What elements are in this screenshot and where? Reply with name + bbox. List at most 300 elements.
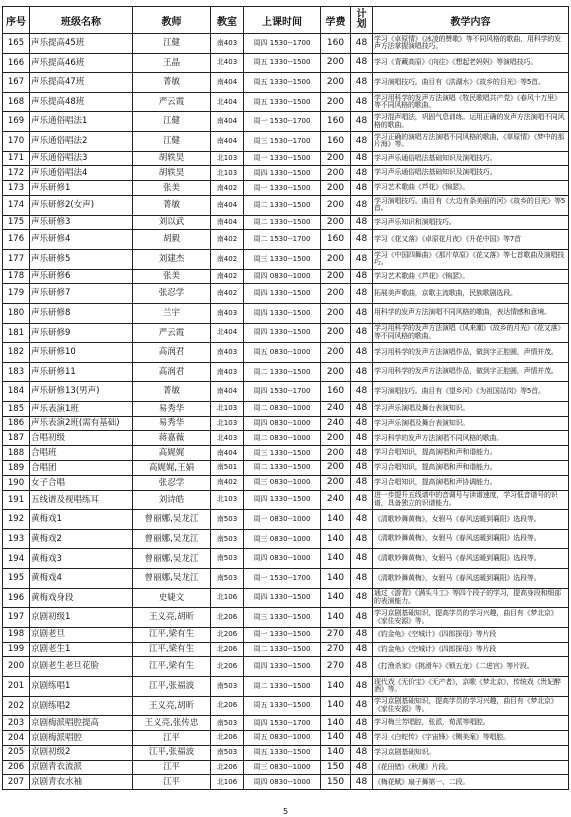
- cell-fee: 160: [321, 112, 351, 132]
- cell-room: 北103: [211, 401, 244, 416]
- cell-content: 学习用科学的发声方法演唱作品，做到字正腔圆，声情并茂。: [373, 362, 569, 382]
- header-plan: 计划: [351, 7, 373, 34]
- cell-time: 周四 1530--1700: [244, 34, 321, 54]
- cell-time: 周三 0830--1000: [244, 529, 321, 549]
- cell-room: 南402: [211, 475, 244, 490]
- header-time: 上课时间: [244, 7, 321, 34]
- cell-content: 学习《中国四舞曲》《那片草原》《花又落》等七首歌曲及演唱技巧。: [373, 249, 569, 269]
- cell-room: 北206: [211, 608, 244, 628]
- cell-class-name: 声乐提高46班: [30, 53, 133, 73]
- cell-fee: 140: [321, 608, 351, 628]
- cell-room: 北404: [211, 92, 244, 112]
- cell-room: 南403: [211, 303, 244, 323]
- cell-fee: 140: [321, 677, 351, 697]
- cell-time: 周五 1330--1500: [244, 92, 321, 112]
- cell-plan: 48: [351, 696, 373, 716]
- cell-class-name: 京剧梅派唱腔提高: [30, 716, 133, 731]
- cell-content: 学习《花又落》《卓原花月夜》《升花中国》等7首: [373, 230, 569, 250]
- cell-plan: 48: [351, 92, 373, 112]
- cell-room: 南503: [211, 745, 244, 760]
- table-row: [3, 131, 569, 151]
- cell-teacher: 高娓娓: [133, 446, 211, 461]
- table-row: [3, 151, 569, 166]
- cell-plan: 48: [351, 269, 373, 284]
- cell-plan: 48: [351, 627, 373, 642]
- cell-time: 周二 0830--1000: [244, 431, 321, 446]
- cell-content: 拓展美声歌曲，京歌主流歌曲，民族歌剧选段。: [373, 284, 569, 304]
- cell-room: 南503: [211, 716, 244, 731]
- cell-room: 南402: [211, 181, 244, 196]
- cell-teacher: 易秀华: [133, 416, 211, 431]
- cell-room: 北404: [211, 323, 244, 343]
- cell-teacher: 江平,梁有生: [133, 642, 211, 657]
- cell-no: 179: [3, 284, 30, 304]
- cell-plan: 48: [351, 151, 373, 166]
- cell-fee: 140: [321, 716, 351, 731]
- header-class-name: 班级名称: [30, 7, 133, 34]
- table-row: [3, 166, 569, 181]
- cell-teacher: 江平,张福波: [133, 677, 211, 697]
- table-row: [3, 642, 569, 657]
- table-body: [3, 34, 569, 790]
- table-row: [3, 475, 569, 490]
- cell-room: 南404: [211, 382, 244, 402]
- cell-teacher: 史婕文: [133, 588, 211, 608]
- cell-room: 北103: [211, 416, 244, 431]
- table-row: [3, 34, 569, 54]
- cell-content: 学习声乐知识和演唱技巧。: [373, 215, 569, 230]
- cell-content: 学习艺术歌曲《芦花》《锦瑟》。: [373, 181, 569, 196]
- table-row: [3, 588, 569, 608]
- cell-plan: 48: [351, 181, 373, 196]
- cell-class-name: 合唱团: [30, 461, 133, 476]
- cell-room: 南403: [211, 34, 244, 54]
- cell-no: 191: [3, 490, 30, 510]
- cell-fee: 200: [321, 431, 351, 446]
- cell-fee: 140: [321, 731, 351, 746]
- cell-time: 周五 1330--1500: [244, 745, 321, 760]
- cell-room: 北106: [211, 775, 244, 790]
- cell-room: 南404: [211, 195, 244, 215]
- cell-plan: 48: [351, 131, 373, 151]
- course-table: [2, 6, 569, 790]
- cell-content: 学习演唱技巧。曲目有《大边有条美丽的河》《故乡的目光》等5首。: [373, 195, 569, 215]
- cell-class-name: 合唱初级: [30, 431, 133, 446]
- cell-fee: 200: [321, 215, 351, 230]
- cell-plan: 48: [351, 166, 373, 181]
- cell-fee: 200: [321, 195, 351, 215]
- cell-no: 174: [3, 195, 30, 215]
- cell-class-name: 声乐提高45班: [30, 34, 133, 54]
- table-row: [3, 362, 569, 382]
- cell-plan: 48: [351, 745, 373, 760]
- cell-room: 南402: [211, 230, 244, 250]
- cell-class-name: 京剧青衣流派: [30, 760, 133, 775]
- cell-teacher: 曾丽娜,吴龙江: [133, 510, 211, 530]
- cell-fee: 160: [321, 131, 351, 151]
- cell-plan: 48: [351, 588, 373, 608]
- table-row: [3, 529, 569, 549]
- cell-time: 周四 0830--1000: [244, 269, 321, 284]
- cell-class-name: 声乐通俗唱法1: [30, 112, 133, 132]
- table-row: [3, 657, 569, 677]
- table-row: [3, 461, 569, 476]
- cell-content: 学习合唱知识，提高演唱和声协调能力。: [373, 475, 569, 490]
- cell-fee: 140: [321, 510, 351, 530]
- cell-fee: 140: [321, 569, 351, 589]
- cell-class-name: 京剧老旦: [30, 627, 133, 642]
- cell-class-name: 声乐研修3: [30, 215, 133, 230]
- table-row: [3, 731, 569, 746]
- table-row: [3, 284, 569, 304]
- table-row: [3, 73, 569, 93]
- cell-teacher: 曾丽娜,吴龙江: [133, 549, 211, 569]
- cell-fee: 200: [321, 92, 351, 112]
- cell-no: 190: [3, 475, 30, 490]
- table-row: [3, 569, 569, 589]
- cell-no: 194: [3, 549, 30, 569]
- cell-class-name: 声乐提高48班: [30, 92, 133, 112]
- cell-time: 周二 1330--1500: [244, 215, 321, 230]
- table-row: [3, 745, 569, 760]
- cell-time: 周四 1330--1500: [244, 323, 321, 343]
- cell-class-name: 京剧梅派唱腔: [30, 731, 133, 746]
- cell-no: 166: [3, 53, 30, 73]
- cell-plan: 48: [351, 461, 373, 476]
- cell-content: 学习合唱知识，提高演唱和声和谐能力。: [373, 446, 569, 461]
- cell-no: 186: [3, 416, 30, 431]
- cell-plan: 48: [351, 249, 373, 269]
- cell-room: 北103: [211, 151, 244, 166]
- cell-time: 周四 0830--1000: [244, 549, 321, 569]
- cell-teacher: 胡轶昊: [133, 151, 211, 166]
- cell-content: 学习声乐演唱及舞台表演知识。: [373, 416, 569, 431]
- cell-no: 182: [3, 343, 30, 363]
- cell-room: 南404: [211, 215, 244, 230]
- cell-no: 181: [3, 323, 30, 343]
- cell-room: 南404: [211, 112, 244, 132]
- table-row: [3, 303, 569, 323]
- cell-teacher: 高娓娓,王娟: [133, 461, 211, 476]
- cell-fee: 270: [321, 642, 351, 657]
- table-row: [3, 677, 569, 697]
- cell-time: 周五 1330--1500: [244, 53, 321, 73]
- cell-teacher: 张美: [133, 269, 211, 284]
- cell-plan: 48: [351, 73, 373, 93]
- table-row: [3, 343, 569, 363]
- cell-content: 学习艺术歌曲《芦花》《锦瑟》。: [373, 269, 569, 284]
- cell-fee: 200: [321, 343, 351, 363]
- course-table-container: [2, 6, 568, 790]
- cell-time: 周二 1530--1700: [244, 230, 321, 250]
- table-row: [3, 608, 569, 628]
- cell-content: 《梅花赋》扇子舞第一、二段。: [373, 775, 569, 790]
- cell-teacher: 张忍学: [133, 475, 211, 490]
- cell-fee: 200: [321, 303, 351, 323]
- cell-time: 周一 1530--1700: [244, 112, 321, 132]
- cell-teacher: 江平,梁有生: [133, 627, 211, 642]
- cell-class-name: 黄梅戏1: [30, 510, 133, 530]
- cell-room: 北206: [211, 627, 244, 642]
- table-row: [3, 249, 569, 269]
- cell-fee: 200: [321, 73, 351, 93]
- cell-no: 184: [3, 382, 30, 402]
- cell-room: 南402: [211, 249, 244, 269]
- table-row: [3, 431, 569, 446]
- cell-content: 学习京剧基础知识。: [373, 745, 569, 760]
- table-row: [3, 92, 569, 112]
- cell-no: 169: [3, 112, 30, 132]
- cell-room: 北206: [211, 731, 244, 746]
- cell-teacher: 菁敏: [133, 73, 211, 93]
- cell-class-name: 声乐通俗唱法3: [30, 151, 133, 166]
- cell-plan: 48: [351, 446, 373, 461]
- cell-no: 168: [3, 92, 30, 112]
- cell-plan: 48: [351, 303, 373, 323]
- cell-teacher: 曾丽娜,吴龙江: [133, 529, 211, 549]
- cell-no: 198: [3, 627, 30, 642]
- cell-room: 南404: [211, 73, 244, 93]
- cell-no: 172: [3, 166, 30, 181]
- cell-class-name: 黄梅戏2: [30, 529, 133, 549]
- cell-class-name: 京剧初级2: [30, 745, 133, 760]
- cell-room: 北403: [211, 53, 244, 73]
- cell-fee: 140: [321, 745, 351, 760]
- cell-content: 进一步提升五线谱中的音调号与读谱速度，学习低音谱号的识谱，具备独立的识谱能力。: [373, 490, 569, 510]
- cell-no: 176: [3, 230, 30, 250]
- cell-plan: 48: [351, 112, 373, 132]
- cell-time: 周四 1330--1500: [244, 588, 321, 608]
- cell-content: 《打渔杀家》《挑滑车》《锁五龙》《二进宫》等片段。: [373, 657, 569, 677]
- cell-class-name: 声乐研修7: [30, 284, 133, 304]
- cell-no: 180: [3, 303, 30, 323]
- cell-fee: 240: [321, 401, 351, 416]
- cell-content: 学习演唱技巧。曲目有《洪湖水》《故乡的目光》等5首。: [373, 73, 569, 93]
- cell-plan: 48: [351, 230, 373, 250]
- cell-teacher: 易秀华: [133, 401, 211, 416]
- cell-class-name: 京剧练唱2: [30, 696, 133, 716]
- cell-teacher: 刘诗皓: [133, 490, 211, 510]
- cell-plan: 48: [351, 53, 373, 73]
- cell-no: 203: [3, 716, 30, 731]
- cell-content: 用科学的发声方法演唱不同风格的歌曲，表达情感和意境。: [373, 303, 569, 323]
- cell-time: 周五 0830--1000: [244, 731, 321, 746]
- cell-fee: 200: [321, 166, 351, 181]
- cell-fee: 200: [321, 461, 351, 476]
- cell-fee: 200: [321, 181, 351, 196]
- cell-plan: 48: [351, 608, 373, 628]
- cell-plan: 48: [351, 34, 373, 54]
- cell-no: 187: [3, 431, 30, 446]
- cell-no: 193: [3, 529, 30, 549]
- table-row: [3, 269, 569, 284]
- cell-content: 学习梅兰芳唱腔，张派，荀派等唱腔。: [373, 716, 569, 731]
- cell-plan: 48: [351, 195, 373, 215]
- cell-content: 《清歌妙舞黄梅》，女驸马《春风送暖到襄阳》选段等。: [373, 569, 569, 589]
- cell-time: 周五 0830--1000: [244, 343, 321, 363]
- cell-fee: 200: [321, 269, 351, 284]
- cell-no: 173: [3, 181, 30, 196]
- cell-no: 170: [3, 131, 30, 151]
- cell-teacher: 江平,张福波: [133, 745, 211, 760]
- cell-time: 周四 1530--1700: [244, 716, 321, 731]
- cell-time: 周四 0830--1000: [244, 416, 321, 431]
- cell-plan: 48: [351, 731, 373, 746]
- cell-time: 周四 1530--1700: [244, 382, 321, 402]
- cell-content: 学习《卓原情》《冰凌的赞歌》等不同风格的歌曲，用科学的发声方法掌握演唱技巧。: [373, 34, 569, 54]
- cell-teacher: 张美: [133, 181, 211, 196]
- table-row: [3, 112, 569, 132]
- cell-content: 通过《游青》《满头斗工》等四个段子的学习，提高身段和细部的表演能力。: [373, 588, 569, 608]
- table-row: [3, 323, 569, 343]
- cell-class-name: 女子合唱: [30, 475, 133, 490]
- cell-class-name: 京剧初级1: [30, 608, 133, 628]
- cell-plan: 48: [351, 549, 373, 569]
- cell-teacher: 王义亮,胡昕: [133, 608, 211, 628]
- cell-plan: 48: [351, 475, 373, 490]
- table-row: [3, 716, 569, 731]
- table-row: [3, 416, 569, 431]
- cell-room: 南503: [211, 677, 244, 697]
- cell-no: 201: [3, 677, 30, 697]
- cell-room: 北206: [211, 760, 244, 775]
- cell-time: 周二 1330--1500: [244, 461, 321, 476]
- cell-class-name: 京剧练唱1: [30, 677, 133, 697]
- cell-fee: 240: [321, 416, 351, 431]
- cell-fee: 140: [321, 588, 351, 608]
- cell-class-name: 声乐研修11: [30, 362, 133, 382]
- cell-content: 《花田错》《秋瑾》片段。: [373, 760, 569, 775]
- cell-room: 南403: [211, 362, 244, 382]
- cell-fee: 200: [321, 53, 351, 73]
- table-row: [3, 696, 569, 716]
- cell-teacher: 江健: [133, 131, 211, 151]
- cell-class-name: 声乐研修8: [30, 303, 133, 323]
- table-row: [3, 195, 569, 215]
- cell-content: 《清歌妙舞黄梅》，女驸马《春风送暖到襄阳》选段等。: [373, 529, 569, 549]
- table-row: [3, 382, 569, 402]
- cell-no: 189: [3, 461, 30, 476]
- cell-fee: 160: [321, 382, 351, 402]
- table-row: [3, 490, 569, 510]
- cell-class-name: 京剧老生老旦花脸: [30, 657, 133, 677]
- cell-content: 学习声乐通俗唱法基础知识及演唱技巧。: [373, 151, 569, 166]
- cell-content: 学习京剧基础知识，提高学员的学习兴趣，曲目有《梦北京》《家住安源》等。: [373, 696, 569, 716]
- cell-time: 周四 1330--1500: [244, 657, 321, 677]
- cell-time: 周三 0830--1000: [244, 475, 321, 490]
- cell-class-name: 声乐研修9: [30, 323, 133, 343]
- cell-fee: 160: [321, 230, 351, 250]
- cell-room: 北103: [211, 490, 244, 510]
- cell-fee: 200: [321, 249, 351, 269]
- cell-class-name: 京剧青衣水袖: [30, 775, 133, 790]
- cell-plan: 48: [351, 657, 373, 677]
- table-row: [3, 53, 569, 73]
- cell-teacher: 蒋嘉薇: [133, 431, 211, 446]
- cell-room: 北206: [211, 696, 244, 716]
- cell-class-name: 声乐通俗唱法2: [30, 131, 133, 151]
- cell-teacher: 菁敏: [133, 382, 211, 402]
- cell-plan: 48: [351, 677, 373, 697]
- cell-time: 周二 1330--1500: [244, 677, 321, 697]
- cell-class-name: 声乐研修4: [30, 230, 133, 250]
- cell-plan: 48: [351, 716, 373, 731]
- cell-teacher: 王晶: [133, 53, 211, 73]
- cell-class-name: 声乐通俗唱法4: [30, 166, 133, 181]
- cell-fee: 160: [321, 34, 351, 54]
- table-row: [3, 510, 569, 530]
- cell-time: 周五 1330--1500: [244, 73, 321, 93]
- cell-content: 学习演唱技巧。曲目有《望乡河》《为祖国站岗》等5首。: [373, 382, 569, 402]
- cell-content: 学习合唱知识，提高演唱和声和谐能力。: [373, 461, 569, 476]
- cell-no: 206: [3, 760, 30, 775]
- cell-content: 《钓金龟》《空城计》《四郎探母》等片段: [373, 642, 569, 657]
- cell-teacher: 王义亮,张传忠: [133, 716, 211, 731]
- cell-plan: 48: [351, 642, 373, 657]
- table-row: [3, 215, 569, 230]
- cell-fee: 150: [321, 760, 351, 775]
- cell-no: 171: [3, 151, 30, 166]
- cell-fee: 200: [321, 323, 351, 343]
- cell-no: 207: [3, 775, 30, 790]
- cell-teacher: 胡轶昊: [133, 166, 211, 181]
- header-no: 序号: [3, 7, 30, 34]
- cell-time: 周二 1330--1500: [244, 642, 321, 657]
- cell-teacher: 江平: [133, 731, 211, 746]
- cell-teacher: 兰宇: [133, 303, 211, 323]
- cell-time: 周二 1330--1500: [244, 362, 321, 382]
- cell-class-name: 声乐研修1: [30, 181, 133, 196]
- cell-fee: 270: [321, 627, 351, 642]
- cell-no: 192: [3, 510, 30, 530]
- cell-time: 周四 1330--1500: [244, 284, 321, 304]
- cell-class-name: 声乐提高47班: [30, 73, 133, 93]
- cell-teacher: 江健: [133, 112, 211, 132]
- cell-teacher: 严云霞: [133, 92, 211, 112]
- cell-plan: 48: [351, 323, 373, 343]
- cell-time: 周一 1330--1500: [244, 151, 321, 166]
- cell-time: 周三 1530--1700: [244, 131, 321, 151]
- cell-plan: 48: [351, 431, 373, 446]
- header-room: 教室: [211, 7, 244, 34]
- cell-teacher: 曾丽娜,吴龙江: [133, 569, 211, 589]
- cell-time: 周三 1330--1500: [244, 608, 321, 628]
- cell-no: 167: [3, 73, 30, 93]
- cell-content: 学习《白蛇传》《宇宙锋》《铡美案》等唱腔。: [373, 731, 569, 746]
- cell-class-name: 声乐表演2班(需有基础): [30, 416, 133, 431]
- cell-fee: 140: [321, 529, 351, 549]
- cell-class-name: 京剧老生1: [30, 642, 133, 657]
- table-row: [3, 775, 569, 790]
- cell-class-name: 声乐研修5: [30, 249, 133, 269]
- cell-plan: 48: [351, 401, 373, 416]
- cell-class-name: 合唱班: [30, 446, 133, 461]
- cell-room: 南501: [211, 461, 244, 476]
- cell-class-name: 声乐表演1班: [30, 401, 133, 416]
- cell-plan: 48: [351, 215, 373, 230]
- cell-content: 《清歌妙舞黄梅》，女驸马《春风送暖到襄阳》选段等。: [373, 510, 569, 530]
- table-row: [3, 446, 569, 461]
- header-fee: 学费: [321, 7, 351, 34]
- cell-time: 周一 1530--1700: [244, 569, 321, 589]
- cell-teacher: 江平: [133, 760, 211, 775]
- cell-teacher: 胡毅: [133, 230, 211, 250]
- cell-content: 学习用科学的发声方法演唱《风来潮》《故乡的月光》《花又落》等不同风格的歌曲。: [373, 323, 569, 343]
- cell-no: 178: [3, 269, 30, 284]
- cell-no: 204: [3, 731, 30, 746]
- cell-class-name: 黄梅戏3: [30, 549, 133, 569]
- cell-content: 《钓金龟》《空城计》《四郎探母》等片段: [373, 627, 569, 642]
